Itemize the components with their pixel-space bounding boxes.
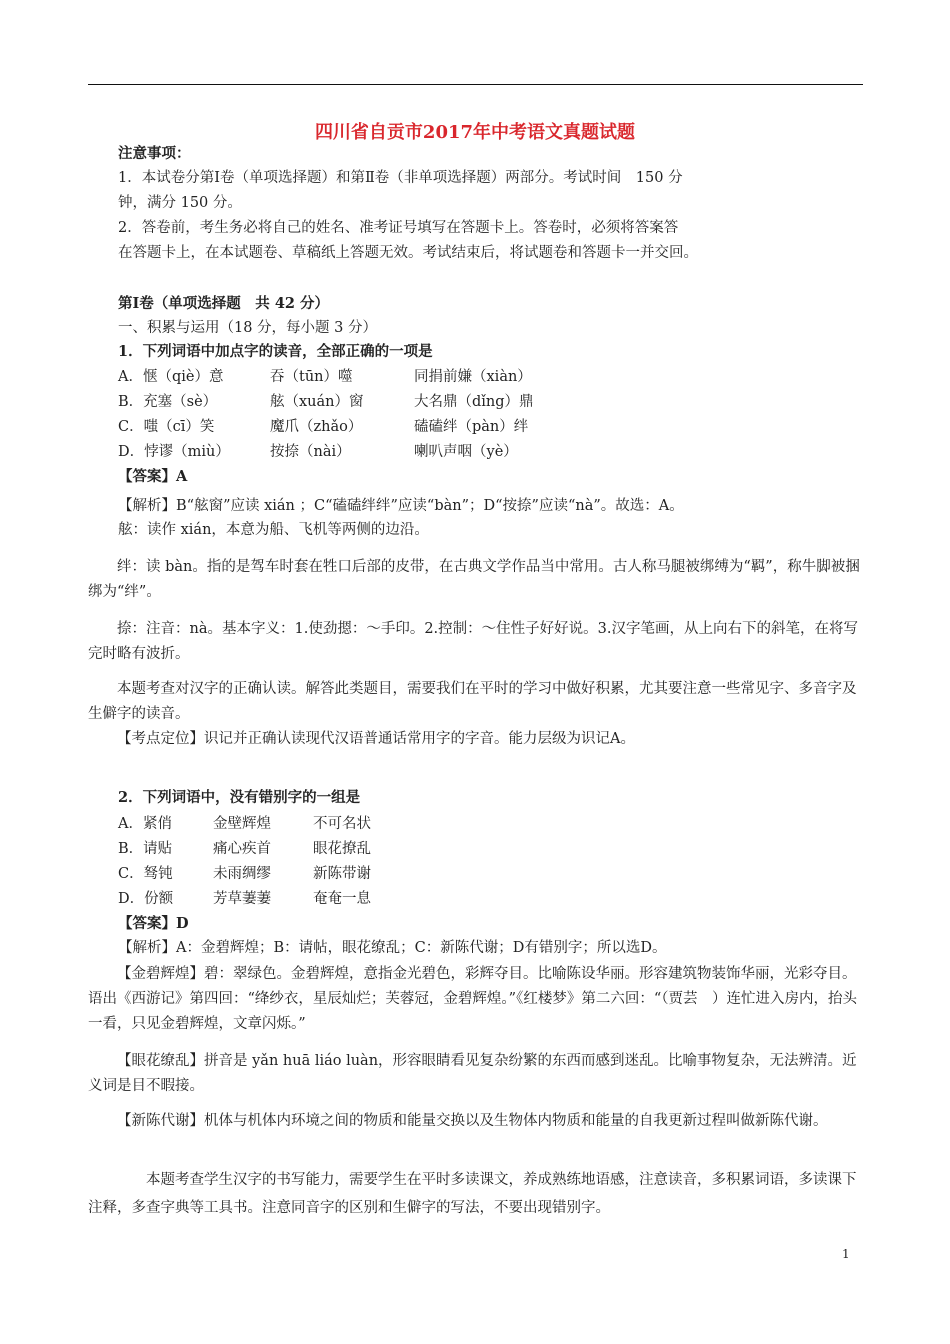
part-heading: 第Ⅰ卷（单项选择题 共 42 分）	[118, 295, 330, 312]
page-number: 1	[842, 1247, 850, 1261]
q1-note: 绊：读 bàn。指的是驾车时套在牲口后部的皮带，在古典文学作品当中常用。古人称马腿被绑缚为“羁”，称牛脚被捆绑为“绊”。	[88, 559, 860, 600]
q1-analysis: 【解析】B“舷窗”应读 xián ；C“磕磕绊绊”应读“bàn”；D“按捺”应读“nà”。故选：A。	[118, 498, 684, 514]
q1-note: 舷：读作 xián，本意为船、飞机等两侧的边沿。	[118, 522, 429, 538]
q2-option-c	[0, 864, 950, 884]
q1-key-point: 【考点定位】识记并正确认读现代汉语普通话常用字的字音。能力层级为识记A。	[117, 731, 635, 747]
q1-option-d	[0, 442, 950, 462]
header-rule	[88, 84, 863, 85]
q2-note: 本题考查学生汉字的书写能力，需要学生在平时多读课文，养成熟练地语感，注意读音，多积累词语，多读课下注释，多查字典等工具书。注意同音字的区别和生僻字的写法，不要出现错别字。	[88, 1172, 857, 1216]
option-word: 奄奄一息	[313, 891, 371, 907]
notice-line: 2．答卷前，考生务必将自己的姓名、准考证号填写在答题卡上。答卷时，必须将答案答	[118, 220, 679, 236]
option-word: 舷（xuán）窗	[270, 394, 364, 410]
q1-note: 捺：注音：nà。基本字义：1.使劲摁：～手印。2.控制：～住性子好好说。3.汉字笔画，从上向右下的斜笔，在将写完时略有波折。	[88, 621, 858, 662]
q2-answer: 【答案】D	[118, 915, 189, 932]
option-word: 魔爪（zhǎo）	[270, 419, 363, 435]
notice-heading: 注意事项：	[118, 145, 191, 162]
section-heading: 一、积累与运用（18 分，每小题 3 分）	[118, 320, 378, 336]
option-word: 未雨绸缪	[213, 866, 271, 882]
option-word: A．紧俏	[118, 816, 172, 832]
q2-note: 【新陈代谢】机体与机体内环境之间的物质和能量交换以及生物体内物质和能量的自我更新过程叫做新陈代谢。	[117, 1113, 828, 1129]
q2-option-a	[0, 814, 950, 834]
notice-line: 钟，满分 150 分。	[118, 195, 242, 211]
option-word: D．悖谬（miù）	[118, 444, 230, 460]
option-word: 按捺（nài）	[270, 444, 351, 460]
q1-option-b	[0, 392, 950, 412]
option-word: 吞（tūn）噬	[270, 369, 353, 385]
option-word: B．充塞（sè）	[118, 394, 218, 410]
option-word: 同捐前嫌（xiàn）	[414, 369, 532, 385]
option-word: 金壁辉煌	[213, 816, 271, 832]
q1-answer: 【答案】A	[118, 468, 188, 485]
q2-note: 【金碧辉煌】碧：翠绿色。金碧辉煌，意指金光碧色，彩辉夺目。比喻陈设华丽。形容建筑物装饰华丽，光彩夺目。语出《西游记》第四回：“绛纱衣，星辰灿烂；芙蓉冠，金碧辉煌。”《红楼梦》第二六回：“（贾芸 ）连忙进入房内，抬头一看，只见金碧辉煌，文章闪烁。”	[88, 966, 857, 1032]
notice-line: 1．本试卷分第Ⅰ卷（单项选择题）和第Ⅱ卷（非单项选择题）两部分。考试时间 150 分	[118, 170, 683, 186]
option-word: D．份额	[118, 891, 174, 907]
page-title: 四川省自贡市2017年中考语文真题试题	[314, 122, 636, 143]
option-word: C．驽钝	[118, 866, 173, 882]
q1-option-a	[0, 367, 950, 387]
question-2-stem: 2．下列词语中，没有错别字的一组是	[118, 789, 361, 806]
option-word: B．请贴	[118, 841, 173, 857]
q1-note: 本题考查对汉字的正确认读。解答此类题目，需要我们在平时的学习中做好积累，尤其要注意一些常见字、多音字及生僻字的读音。	[88, 681, 857, 722]
q2-analysis: 【解析】A：金碧辉煌；B：请帖，眼花缭乱；C：新陈代谢；D有错别字；所以选D。	[118, 940, 667, 956]
q2-note: 【眼花缭乱】拼音是 yǎn huā liáo luàn，形容眼睛看见复杂纷繁的东西而感到迷乱。比喻事物复杂，无法辨清。近义词是目不暇接。	[88, 1053, 857, 1094]
option-word: C．嗤（cī）笑	[118, 419, 215, 435]
option-word: 新陈带谢	[313, 866, 371, 882]
question-1-stem: 1．下列词语中加点字的读音，全部正确的一项是	[118, 343, 433, 360]
option-word: A．惬（qiè）意	[118, 369, 224, 385]
option-word: 眼花撩乱	[313, 841, 371, 857]
option-word: 不可名状	[313, 816, 371, 832]
notice-line: 在答题卡上，在本试题卷、草稿纸上答题无效。考试结束后，将试题卷和答题卡一并交回。	[118, 245, 698, 261]
q1-option-c	[0, 417, 950, 437]
q2-option-d	[0, 889, 950, 909]
q2-option-b	[0, 839, 950, 859]
option-word: 大名鼎（dǐng）鼎	[414, 394, 534, 410]
option-word: 磕磕绊（pàn）绊	[414, 419, 529, 435]
option-word: 芳草萋萋	[213, 891, 271, 907]
option-word: 痛心疾首	[213, 841, 271, 857]
option-word: 喇叭声咽（yè）	[414, 444, 518, 460]
